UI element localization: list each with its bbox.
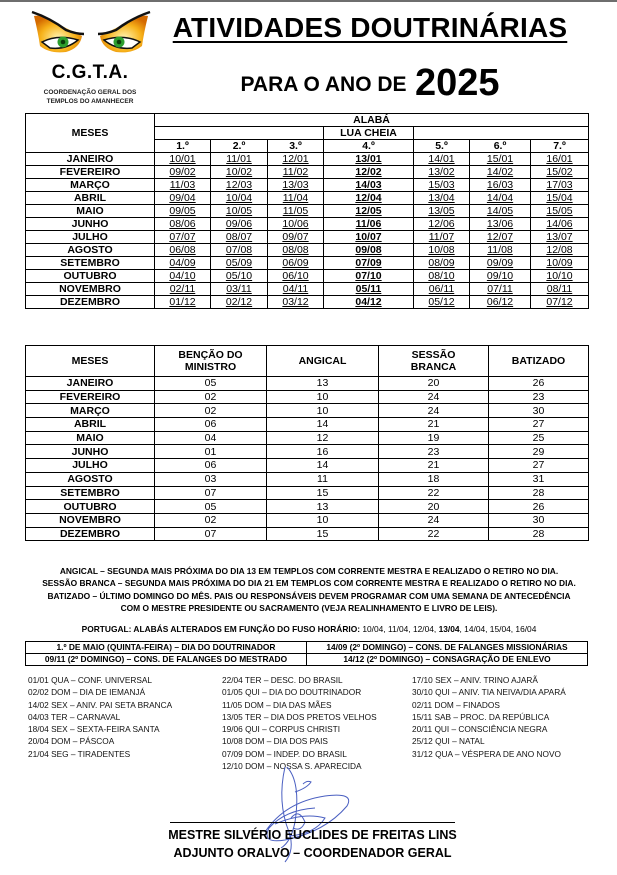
full-moon-date-cell: 12/02 (324, 166, 414, 179)
bencao-cell: 04 (155, 431, 267, 445)
holidays-column-2 (222, 674, 377, 772)
angical-cell: 14 (267, 459, 379, 473)
date-cell: 14/01 (414, 153, 470, 166)
date-cell: 10/05 (211, 205, 268, 218)
date-cell: 15/01 (470, 153, 531, 166)
portugal-highlight-date: 13/04 (438, 624, 460, 634)
month-cell: AGOSTO (26, 472, 155, 486)
date-cell: 07/08 (211, 244, 268, 257)
date-cell: 11/01 (211, 153, 268, 166)
date-cell: 06/08 (155, 244, 211, 257)
batizado-cell: 26 (489, 500, 589, 514)
angical-cell: 14 (267, 418, 379, 432)
page-subtitle (155, 62, 585, 105)
batizado-cell: 28 (489, 527, 589, 541)
portugal-note (28, 623, 590, 635)
date-cell: 13/07 (531, 231, 589, 244)
table-row (26, 500, 589, 514)
portugal-dates-after: , 14/04, 15/04, 16/04 (459, 624, 537, 634)
date-cell: 06/09 (268, 257, 324, 270)
sessao-cell: 22 (379, 527, 489, 541)
date-cell: 04/10 (155, 270, 211, 283)
month-cell: JULHO (26, 231, 155, 244)
angical-cell: 13 (267, 377, 379, 391)
month-cell: MAIO (26, 205, 155, 218)
holiday-item: 30/10 QUI – ANIV. TIA NEIVA/DIA APARÁ (412, 687, 566, 698)
full-moon-date-cell: 04/12 (324, 296, 414, 309)
bencao-cell: 01 (155, 445, 267, 459)
date-cell: 15/02 (531, 166, 589, 179)
date-cell: 08/10 (414, 270, 470, 283)
holiday-item: 12/10 DOM – NOSSA S. APARECIDA (222, 761, 362, 772)
full-moon-date-cell: 11/06 (324, 218, 414, 231)
sessao-header-line2: BRANCA (410, 361, 457, 373)
bencao-cell: 03 (155, 472, 267, 486)
date-cell: 14/04 (470, 192, 531, 205)
holiday-item: 14/02 SEX – ANIV. PAI SETA BRANCA (28, 699, 173, 710)
batizado-cell: 25 (489, 431, 589, 445)
month-cell: ABRIL (26, 418, 155, 432)
holiday-item: 17/10 SEX – ANIV. TRINO AJARÃ (412, 675, 538, 685)
month-cell: OUTUBRO (26, 500, 155, 514)
table-row (26, 270, 589, 283)
alaba-table (25, 113, 589, 309)
full-moon-date-cell: 07/10 (324, 270, 414, 283)
date-cell: 08/07 (211, 231, 268, 244)
date-cell: 01/12 (155, 296, 211, 309)
table-row (26, 296, 589, 309)
date-cell: 13/06 (470, 218, 531, 231)
holiday-item: 01/01 QUA – CONF. UNIVERSAL (28, 675, 153, 685)
page-title: ATIVIDADES DOUTRINÁRIAS (172, 12, 568, 43)
batizado-cell: 27 (489, 418, 589, 432)
month-cell: AGOSTO (26, 244, 155, 257)
sessao-cell: 21 (379, 418, 489, 432)
special-dates-table (25, 641, 588, 666)
sessao-cell: 19 (379, 431, 489, 445)
sessao-cell: 22 (379, 486, 489, 500)
month-cell: JUNHO (26, 218, 155, 231)
date-cell: 02/11 (155, 283, 211, 296)
sessao-cell: 21 (379, 459, 489, 473)
angical-cell: 15 (267, 527, 379, 541)
sessao-cell: 20 (379, 500, 489, 514)
org-acronym: C.G.T.A. (51, 62, 129, 83)
table-row (26, 418, 589, 432)
date-cell: 08/11 (531, 283, 589, 296)
date-cell: 09/06 (211, 218, 268, 231)
holiday-item: 18/04 SEX – SEXTA-FEIRA SANTA (28, 724, 160, 735)
batizado-header: BATIZADO (489, 346, 589, 377)
month-cell: OUTUBRO (26, 270, 155, 283)
table-row (26, 513, 589, 527)
table-row (26, 257, 589, 270)
angical-header: ANGICAL (267, 346, 379, 377)
angical-cell: 15 (267, 486, 379, 500)
date-cell: 06/10 (268, 270, 324, 283)
table-row (26, 377, 589, 391)
column-header: 1.º (155, 140, 211, 153)
batizado-cell: 23 (489, 390, 589, 404)
date-cell: 13/05 (414, 205, 470, 218)
month-cell: JANEIRO (26, 153, 155, 166)
special-date: 14/12 (2º DOMINGO) – CONSAGRAÇÃO DE ENLEVO (307, 654, 588, 666)
date-cell: 09/05 (155, 205, 211, 218)
activities-table (25, 345, 589, 541)
holiday-item: 13/05 TER – DIA DOS PRETOS VELHOS (222, 711, 377, 722)
year: 2025 (414, 62, 500, 104)
date-cell: 02/12 (211, 296, 268, 309)
sessao-cell: 24 (379, 390, 489, 404)
month-cell: FEVEREIRO (26, 166, 155, 179)
table-row (26, 486, 589, 500)
bencao-header (155, 346, 267, 377)
date-cell: 10/10 (531, 270, 589, 283)
batizado-cell: 27 (489, 459, 589, 473)
date-cell: 15/04 (531, 192, 589, 205)
date-cell: 07/07 (155, 231, 211, 244)
date-cell: 14/06 (531, 218, 589, 231)
full-moon-date-cell: 07/09 (324, 257, 414, 270)
date-cell: 11/07 (414, 231, 470, 244)
angical-cell: 13 (267, 500, 379, 514)
portugal-dates: 10/04, 11/04, 12/04, (362, 624, 437, 634)
signature-line (170, 822, 455, 823)
date-cell: 08/06 (155, 218, 211, 231)
bencao-header-line1: BENÇÃO DO (178, 349, 243, 361)
date-cell: 15/05 (531, 205, 589, 218)
org-name-line2: TEMPLOS DO AMANHECER (46, 98, 134, 105)
table-row (26, 231, 589, 244)
holiday-item: 04/03 TER – CARNAVAL (28, 711, 121, 722)
table-row (26, 445, 589, 459)
sessao-branca-header (379, 346, 489, 377)
date-cell: 09/09 (470, 257, 531, 270)
date-cell: 17/03 (531, 179, 589, 192)
date-cell: 10/04 (211, 192, 268, 205)
holidays-column-3 (412, 674, 566, 760)
angical-cell: 12 (267, 431, 379, 445)
column-header: 3.º (268, 140, 324, 153)
full-moon-date-cell: 13/01 (324, 153, 414, 166)
table-row (26, 404, 589, 418)
table-row (26, 472, 589, 486)
batizado-cell: 30 (489, 513, 589, 527)
holiday-item: 11/05 DOM – DIA DAS MÃES (222, 699, 332, 710)
holidays-column-1 (28, 674, 172, 760)
full-moon-date-cell: 09/08 (324, 244, 414, 257)
column-header: 5.º (414, 140, 470, 153)
batizado-cell: 29 (489, 445, 589, 459)
date-cell: 06/11 (414, 283, 470, 296)
date-cell: 16/01 (531, 153, 589, 166)
date-cell: 08/09 (414, 257, 470, 270)
month-cell: JULHO (26, 459, 155, 473)
note-batizado-line1: BATIZADO – ÚLTIMO DOMINGO DO MÊS. PAIS OU RESPONSÁVEIS DEVEM PROGRAMAR COM UMA SEMANA DE ANTECEDÊNCIA (47, 590, 571, 601)
sessao-cell: 24 (379, 513, 489, 527)
column-header: 4.º (324, 140, 414, 153)
top-border (0, 0, 617, 2)
date-cell: 05/12 (414, 296, 470, 309)
bencao-cell: 05 (155, 500, 267, 514)
month-cell: JANEIRO (26, 377, 155, 391)
batizado-cell: 31 (489, 472, 589, 486)
holiday-item: 31/12 QUA – VÉSPERA DE ANO NOVO (412, 748, 561, 759)
date-cell: 13/03 (268, 179, 324, 192)
date-cell: 10/08 (414, 244, 470, 257)
date-cell: 13/02 (414, 166, 470, 179)
month-cell: SETEMBRO (26, 486, 155, 500)
date-cell: 09/04 (155, 192, 211, 205)
angical-cell: 10 (267, 404, 379, 418)
column-header: 6.º (470, 140, 531, 153)
month-cell: NOVEMBRO (26, 513, 155, 527)
holiday-item: 22/04 TER – DESC. DO BRASIL (222, 675, 343, 685)
bencao-cell: 02 (155, 390, 267, 404)
batizado-cell: 28 (489, 486, 589, 500)
holiday-item: 19/06 QUI – CORPUS CHRISTI (222, 724, 341, 735)
date-cell: 05/10 (211, 270, 268, 283)
month-cell: MARÇO (26, 404, 155, 418)
date-cell: 11/05 (268, 205, 324, 218)
date-cell: 11/02 (268, 166, 324, 179)
month-cell: FEVEREIRO (26, 390, 155, 404)
sessao-header-line1: SESSÃO (411, 349, 456, 361)
date-cell: 11/04 (268, 192, 324, 205)
subtitle-prefix: PARA O ANO DE (240, 73, 407, 96)
holiday-item: 10/08 DOM – DIA DOS PAIS (222, 736, 328, 747)
date-cell: 10/01 (155, 153, 211, 166)
table-row (26, 527, 589, 541)
full-moon-date-cell: 12/05 (324, 205, 414, 218)
month-cell: JUNHO (26, 445, 155, 459)
months-header: MESES (26, 114, 155, 153)
table-row (26, 283, 589, 296)
holiday-item: 02/02 DOM – DIA DE IEMANJÁ (28, 687, 146, 698)
months-header: MESES (26, 346, 155, 377)
month-cell: DEZEMBRO (26, 527, 155, 541)
sessao-cell: 23 (379, 445, 489, 459)
date-cell: 09/02 (155, 166, 211, 179)
portugal-label: PORTUGAL: ALABÁS ALTERADOS EM FUNÇÃO DO FUSO HORÁRIO: (81, 624, 361, 634)
date-cell: 07/12 (531, 296, 589, 309)
bencao-cell: 07 (155, 527, 267, 541)
bencao-cell: 07 (155, 486, 267, 500)
month-cell: MAIO (26, 431, 155, 445)
blank-header-cell (155, 127, 324, 140)
date-cell: 03/12 (268, 296, 324, 309)
date-cell: 03/11 (211, 283, 268, 296)
batizado-cell: 30 (489, 404, 589, 418)
full-moon-date-cell: 10/07 (324, 231, 414, 244)
bencao-cell: 06 (155, 418, 267, 432)
column-header: 2.º (211, 140, 268, 153)
month-cell: SETEMBRO (26, 257, 155, 270)
date-cell: 12/06 (414, 218, 470, 231)
notes (28, 565, 590, 614)
full-moon-date-cell: 12/04 (324, 192, 414, 205)
date-cell: 11/03 (155, 179, 211, 192)
table-row (26, 153, 589, 166)
blank-header-cell (414, 127, 589, 140)
bencao-cell: 02 (155, 404, 267, 418)
date-cell: 12/03 (211, 179, 268, 192)
alaba-header: ALABÁ (155, 114, 589, 127)
special-date: 09/11 (2º DOMINGO) – CONS. DE FALANGES DO MESTRADO (26, 654, 307, 666)
table-row (26, 459, 589, 473)
date-cell: 15/03 (414, 179, 470, 192)
holiday-item: 02/11 DOM – FINADOS (412, 699, 500, 710)
table-row (26, 205, 589, 218)
full-moon-date-cell: 14/03 (324, 179, 414, 192)
table-row (26, 179, 589, 192)
table-row (26, 192, 589, 205)
date-cell: 09/10 (470, 270, 531, 283)
date-cell: 12/07 (470, 231, 531, 244)
date-cell: 08/08 (268, 244, 324, 257)
holiday-item: 20/04 DOM – PÁSCOA (28, 736, 115, 747)
date-cell: 04/11 (268, 283, 324, 296)
table-row (26, 218, 589, 231)
date-cell: 16/03 (470, 179, 531, 192)
special-date: 14/09 (2º DOMINGO) – CONS. DE FALANGES MISSIONÁRIAS (307, 642, 588, 654)
bencao-cell: 05 (155, 377, 267, 391)
month-cell: ABRIL (26, 192, 155, 205)
bencao-cell: 06 (155, 459, 267, 473)
angical-cell: 11 (267, 472, 379, 486)
date-cell: 12/01 (268, 153, 324, 166)
eyes-logo-icon (30, 10, 152, 58)
angical-cell: 10 (267, 390, 379, 404)
angical-cell: 16 (267, 445, 379, 459)
holiday-item: 25/12 QUI – NATAL (412, 736, 485, 747)
month-cell: DEZEMBRO (26, 296, 155, 309)
sessao-cell: 20 (379, 377, 489, 391)
month-cell: NOVEMBRO (26, 283, 155, 296)
date-cell: 13/04 (414, 192, 470, 205)
date-cell: 12/08 (531, 244, 589, 257)
full-moon-date-cell: 05/11 (324, 283, 414, 296)
table-row (26, 244, 589, 257)
bencao-cell: 02 (155, 513, 267, 527)
org-name-line1: COORDENAÇÃO GERAL DOS (43, 89, 137, 96)
signatory-role: ADJUNTO ORALVO – COORDENADOR GERAL (173, 846, 452, 860)
angical-cell: 10 (267, 513, 379, 527)
note-angical: ANGICAL – SEGUNDA MAIS PRÓXIMA DO DIA 13 EM TEMPLOS COM CORRENTE MESTRA E REALIZADO O RETIRO NO DIA. (59, 566, 559, 576)
date-cell: 04/09 (155, 257, 211, 270)
org-full-name (25, 88, 155, 106)
full-moon-header: LUA CHEIA (324, 127, 414, 140)
special-date: 1.º DE MAIO (QUINTA-FEIRA) – DIA DO DOUTRINADOR (26, 642, 307, 654)
date-cell: 06/12 (470, 296, 531, 309)
table-row (26, 431, 589, 445)
date-cell: 11/08 (470, 244, 531, 257)
holiday-item: 07/09 DOM – INDEP. DO BRASIL (222, 748, 347, 759)
date-cell: 14/05 (470, 205, 531, 218)
holiday-item: 15/11 SAB – PROC. DA REPÚBLICA (412, 711, 550, 722)
date-cell: 10/09 (531, 257, 589, 270)
bencao-header-line2: MINISTRO (184, 361, 237, 373)
signatory-name: MESTRE SILVÉRIO EUCLIDES DE FREITAS LINS (168, 828, 457, 842)
signatory (140, 826, 485, 862)
date-cell: 05/09 (211, 257, 268, 270)
column-header: 7.º (531, 140, 589, 153)
batizado-cell: 26 (489, 377, 589, 391)
month-cell: MARÇO (26, 179, 155, 192)
date-cell: 10/06 (268, 218, 324, 231)
note-batizado-line2: COM O MESTRE PRESIDENTE OU SACRAMENTO (VEJA REALINHAMENTO E LIVRO DE LEIS). (120, 602, 498, 613)
date-cell: 09/07 (268, 231, 324, 244)
holiday-item: 21/04 SEG – TIRADENTES (28, 748, 131, 759)
sessao-cell: 18 (379, 472, 489, 486)
date-cell: 07/11 (470, 283, 531, 296)
note-sessao-branca: SESSÃO BRANCA – SEGUNDA MAIS PRÓXIMA DO DIA 21 EM TEMPLOS COM CORRENTE MESTRA E REALIZADO O RETIRO NO DIA. (42, 578, 576, 589)
table-row (26, 390, 589, 404)
holiday-item: 01/05 QUI – DIA DO DOUTRINADOR (222, 687, 362, 698)
table-row (26, 166, 589, 179)
holiday-item: 20/11 QUI – CONSCIÊNCIA NEGRA (412, 724, 548, 735)
date-cell: 14/02 (470, 166, 531, 179)
date-cell: 10/02 (211, 166, 268, 179)
sessao-cell: 24 (379, 404, 489, 418)
